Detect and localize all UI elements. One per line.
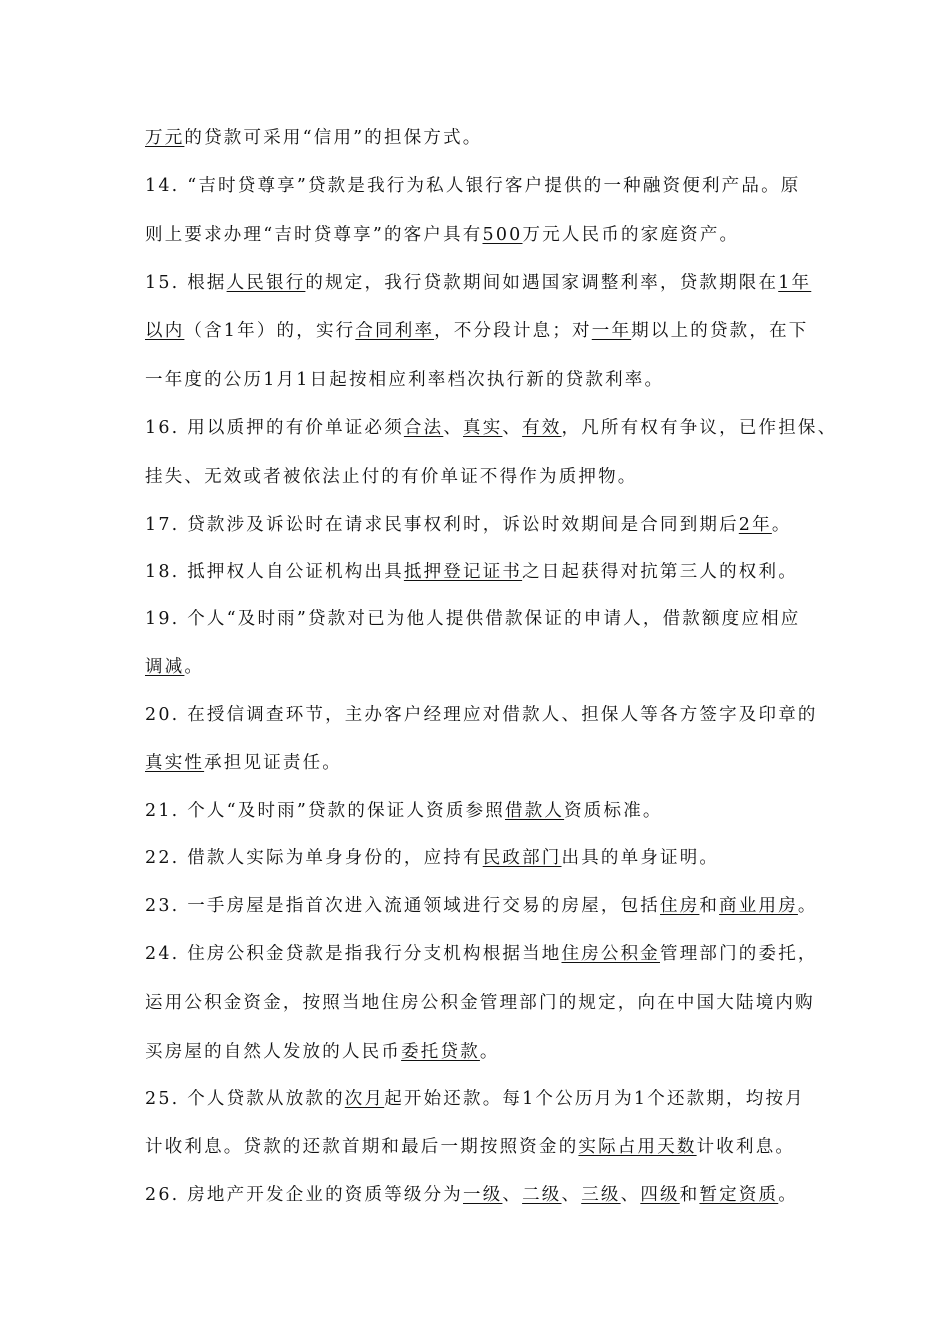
text-run: 万元人民币的家庭资产。 [522, 225, 740, 245]
text-run: ，凡所有权有争议，已作担保、 [561, 418, 838, 438]
text-line [145, 942, 825, 966]
text-run: 15. 根据 [145, 273, 227, 293]
answer-blank: 合法 [403, 418, 444, 438]
text-line [145, 1087, 825, 1111]
text-run: 14. “吉时贷尊享”贷款是我行为私人银行客户提供的一种融资便利产品。原 [145, 176, 801, 196]
text-line [145, 1040, 825, 1064]
text-line [145, 703, 825, 727]
text-run: 17. 贷款涉及诉讼时在请求民事权利时，诉讼时效期间是合同到期后 [145, 515, 739, 535]
text-run: 计收利息。贷款的还款首期和最后一期按照资金的 [145, 1137, 579, 1157]
answer-blank: 抵押登记证书 [403, 562, 523, 582]
text-run: 。 [184, 657, 205, 677]
answer-blank: 民政部门 [482, 848, 562, 868]
answer-blank: 次月 [344, 1089, 385, 1109]
text-run: 、 [620, 1185, 641, 1205]
answer-blank: 二级 [522, 1185, 562, 1205]
text-line [145, 655, 825, 679]
answer-blank: 一级 [463, 1185, 503, 1205]
text-line [145, 223, 825, 247]
answer-blank: 商业用房 [719, 896, 798, 916]
text-line [145, 1183, 825, 1207]
text-run: 运用公积金资金，按照当地住房公积金管理部门的规定，向在中国大陆境内购 [145, 993, 815, 1013]
text-run: 和 [679, 1185, 700, 1205]
text-line [145, 126, 825, 150]
text-run: 。 [797, 896, 818, 916]
answer-blank: 2年 [738, 515, 772, 535]
text-run: 挂失、无效或者被依法止付的有价单证不得作为质押物。 [145, 467, 638, 487]
text-run: 25. 个人贷款从放款的 [145, 1089, 345, 1109]
text-run: ，不分段计息；对 [434, 321, 592, 341]
answer-blank: 四级 [640, 1185, 680, 1205]
text-run: 20. 在授信调查环节，主办客户经理应对借款人、担保人等各方签字及印章的 [145, 705, 818, 725]
text-run: 。 [479, 1042, 500, 1062]
text-run: 26. 房地产开发企业的资质等级分为 [145, 1185, 463, 1205]
answer-blank: 1年 [778, 273, 812, 293]
answer-blank: 真实性 [145, 753, 205, 773]
answer-blank: 暂定资质 [699, 1185, 779, 1205]
text-line [145, 271, 825, 295]
text-run: 和 [699, 896, 720, 916]
text-line [145, 607, 825, 631]
text-run: 的规定，我行贷款期间如遇国家调整利率，贷款期限在 [305, 273, 779, 293]
text-line [145, 894, 825, 918]
text-line [145, 513, 825, 537]
text-line [145, 846, 825, 870]
text-run: 管理部门的委托， [660, 944, 818, 964]
text-run: 22. 借款人实际为单身身份的，应持有 [145, 848, 483, 868]
text-line [145, 416, 838, 440]
text-run: 、 [502, 1185, 523, 1205]
text-line [145, 799, 825, 823]
text-run: 的贷款可采用“信用”的担保方式。 [184, 128, 483, 148]
text-run: 24. 住房公积金贷款是指我行分支机构根据当地 [145, 944, 562, 964]
text-run: 资质标准。 [564, 801, 663, 821]
text-run: 之日起获得对抗第三人的权利。 [522, 562, 798, 582]
text-run: 。 [778, 1185, 798, 1205]
answer-blank: 借款人 [505, 801, 565, 821]
answer-blank: 委托贷款 [401, 1042, 480, 1062]
text-line [145, 1135, 825, 1159]
text-run: 、 [443, 418, 464, 438]
answer-blank: 有效 [522, 418, 562, 438]
answer-blank: 调减 [145, 657, 185, 677]
answer-blank: 三级 [581, 1185, 621, 1205]
text-line [145, 751, 825, 775]
text-line [145, 465, 825, 489]
text-run: 承担见证责任。 [204, 753, 343, 773]
text-run: （含1年）的，实行 [184, 321, 356, 341]
text-run: 起开始还款。每1个公历月为1个还款期，均按月 [384, 1089, 805, 1109]
answer-blank: 住房 [660, 896, 700, 916]
text-run: 19. 个人“及时雨”贷款对已为他人提供借款保证的申请人，借款额度应相应 [145, 609, 801, 629]
text-run: 买房屋的自然人发放的人民币 [145, 1042, 402, 1062]
answer-blank: 500 [482, 225, 523, 245]
answer-blank: 一年 [591, 321, 632, 341]
answer-blank: 真实 [463, 418, 503, 438]
text-line [145, 174, 825, 198]
answer-blank: 实际占用天数 [578, 1137, 697, 1157]
text-line [145, 560, 825, 584]
answer-blank: 万元 [145, 128, 185, 148]
text-run: 21. 个人“及时雨”贷款的保证人资质参照 [145, 801, 505, 821]
text-run: 期以上的贷款，在下 [631, 321, 809, 341]
answer-blank: 人民银行 [226, 273, 306, 293]
text-line [145, 319, 825, 343]
answer-blank: 以内 [145, 321, 185, 341]
text-run: 计收利息。 [696, 1137, 796, 1157]
answer-blank: 住房公积金 [561, 944, 660, 964]
text-run: 23. 一手房屋是指首次进入流通领域进行交易的房屋，包括 [145, 896, 660, 916]
text-run: 一年度的公历1月1日起按相应利率档次执行新的贷款利率。 [145, 370, 665, 390]
text-run: 16. 用以质押的有价单证必须 [145, 418, 404, 438]
text-run: 、 [502, 418, 523, 438]
text-line [145, 368, 825, 392]
text-run: 则上要求办理“吉时贷尊享”的客户具有 [145, 225, 483, 245]
answer-blank: 合同利率 [355, 321, 435, 341]
text-run: 出具的单身证明。 [561, 848, 720, 868]
text-run: 18. 抵押权人自公证机构出具 [145, 562, 404, 582]
text-run: 。 [771, 515, 792, 535]
text-line [145, 991, 825, 1015]
text-run: 、 [561, 1185, 582, 1205]
